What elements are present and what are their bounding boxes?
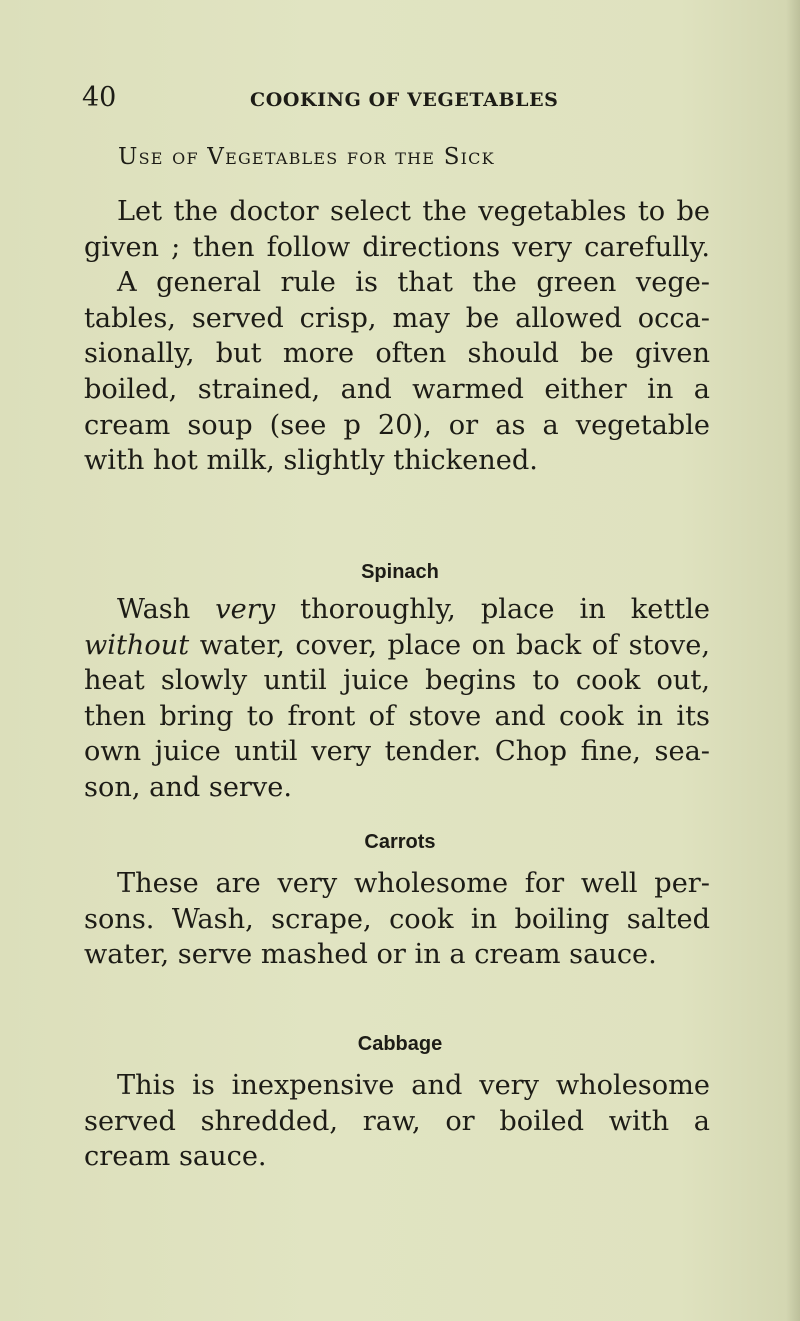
text-line: heat slowly until juice begins to cook out, [84,665,710,697]
section-title: Use of Vegetables for the Sick [118,144,495,170]
spinach-heading: Spinach [361,561,439,583]
spinach-paragraph [84,592,710,806]
text-run: Wash [117,594,216,625]
cabbage-heading: Cabbage [357,1033,443,1055]
text-line: A general rule is that the green vege- [117,267,710,299]
emphasis-text: without [84,629,190,661]
carrots-paragraph [84,866,710,973]
text-line: then bring to front of stove and cook in its [84,700,710,732]
emphasis-text: very [215,594,276,625]
page-number: 40 [82,82,117,113]
intro-paragraph [84,194,710,479]
text-line: sons. Wash, scrape, cook in boiling salted [84,903,710,935]
running-title: COOKING OF VEGETABLES [250,89,559,111]
running-head [82,80,712,120]
cabbage-paragraph [84,1068,710,1175]
text-line: boiled, strained, and warmed either in a [84,373,710,405]
text-line [84,592,710,628]
text-line: This is inexpensive and very wholesome [117,1070,710,1101]
text-line: sionally, but more often should be given [84,338,710,370]
text-line: These are very wholesome for well per- [117,868,710,899]
carrots-heading: Carrots [364,831,436,853]
text-line: tables, served crisp, may be allowed occa- [84,302,710,334]
text-run: thoroughly, place in kettle [275,594,710,625]
text-line: own juice until very tender. Chop fine, sea- [84,736,710,768]
text-line: son, and serve. [84,771,293,803]
text-line: cream soup (see p 20), or as a vegetable [84,409,710,441]
text-run: water, cover, place on back of stove, [189,629,710,661]
text-line: water, serve mashed or in a cream sauce. [84,939,657,971]
text-line: cream sauce. [84,1141,267,1173]
page-edge-shadow [786,0,800,1321]
text-line: given ; then follow directions very carefully. [84,231,710,263]
text-line: served shredded, raw, or boiled with a [84,1105,710,1137]
text-line: with hot milk, slightly thickened. [84,445,538,477]
text-line: Let the doctor select the vegetables to be [117,196,710,227]
text-line [84,628,710,664]
